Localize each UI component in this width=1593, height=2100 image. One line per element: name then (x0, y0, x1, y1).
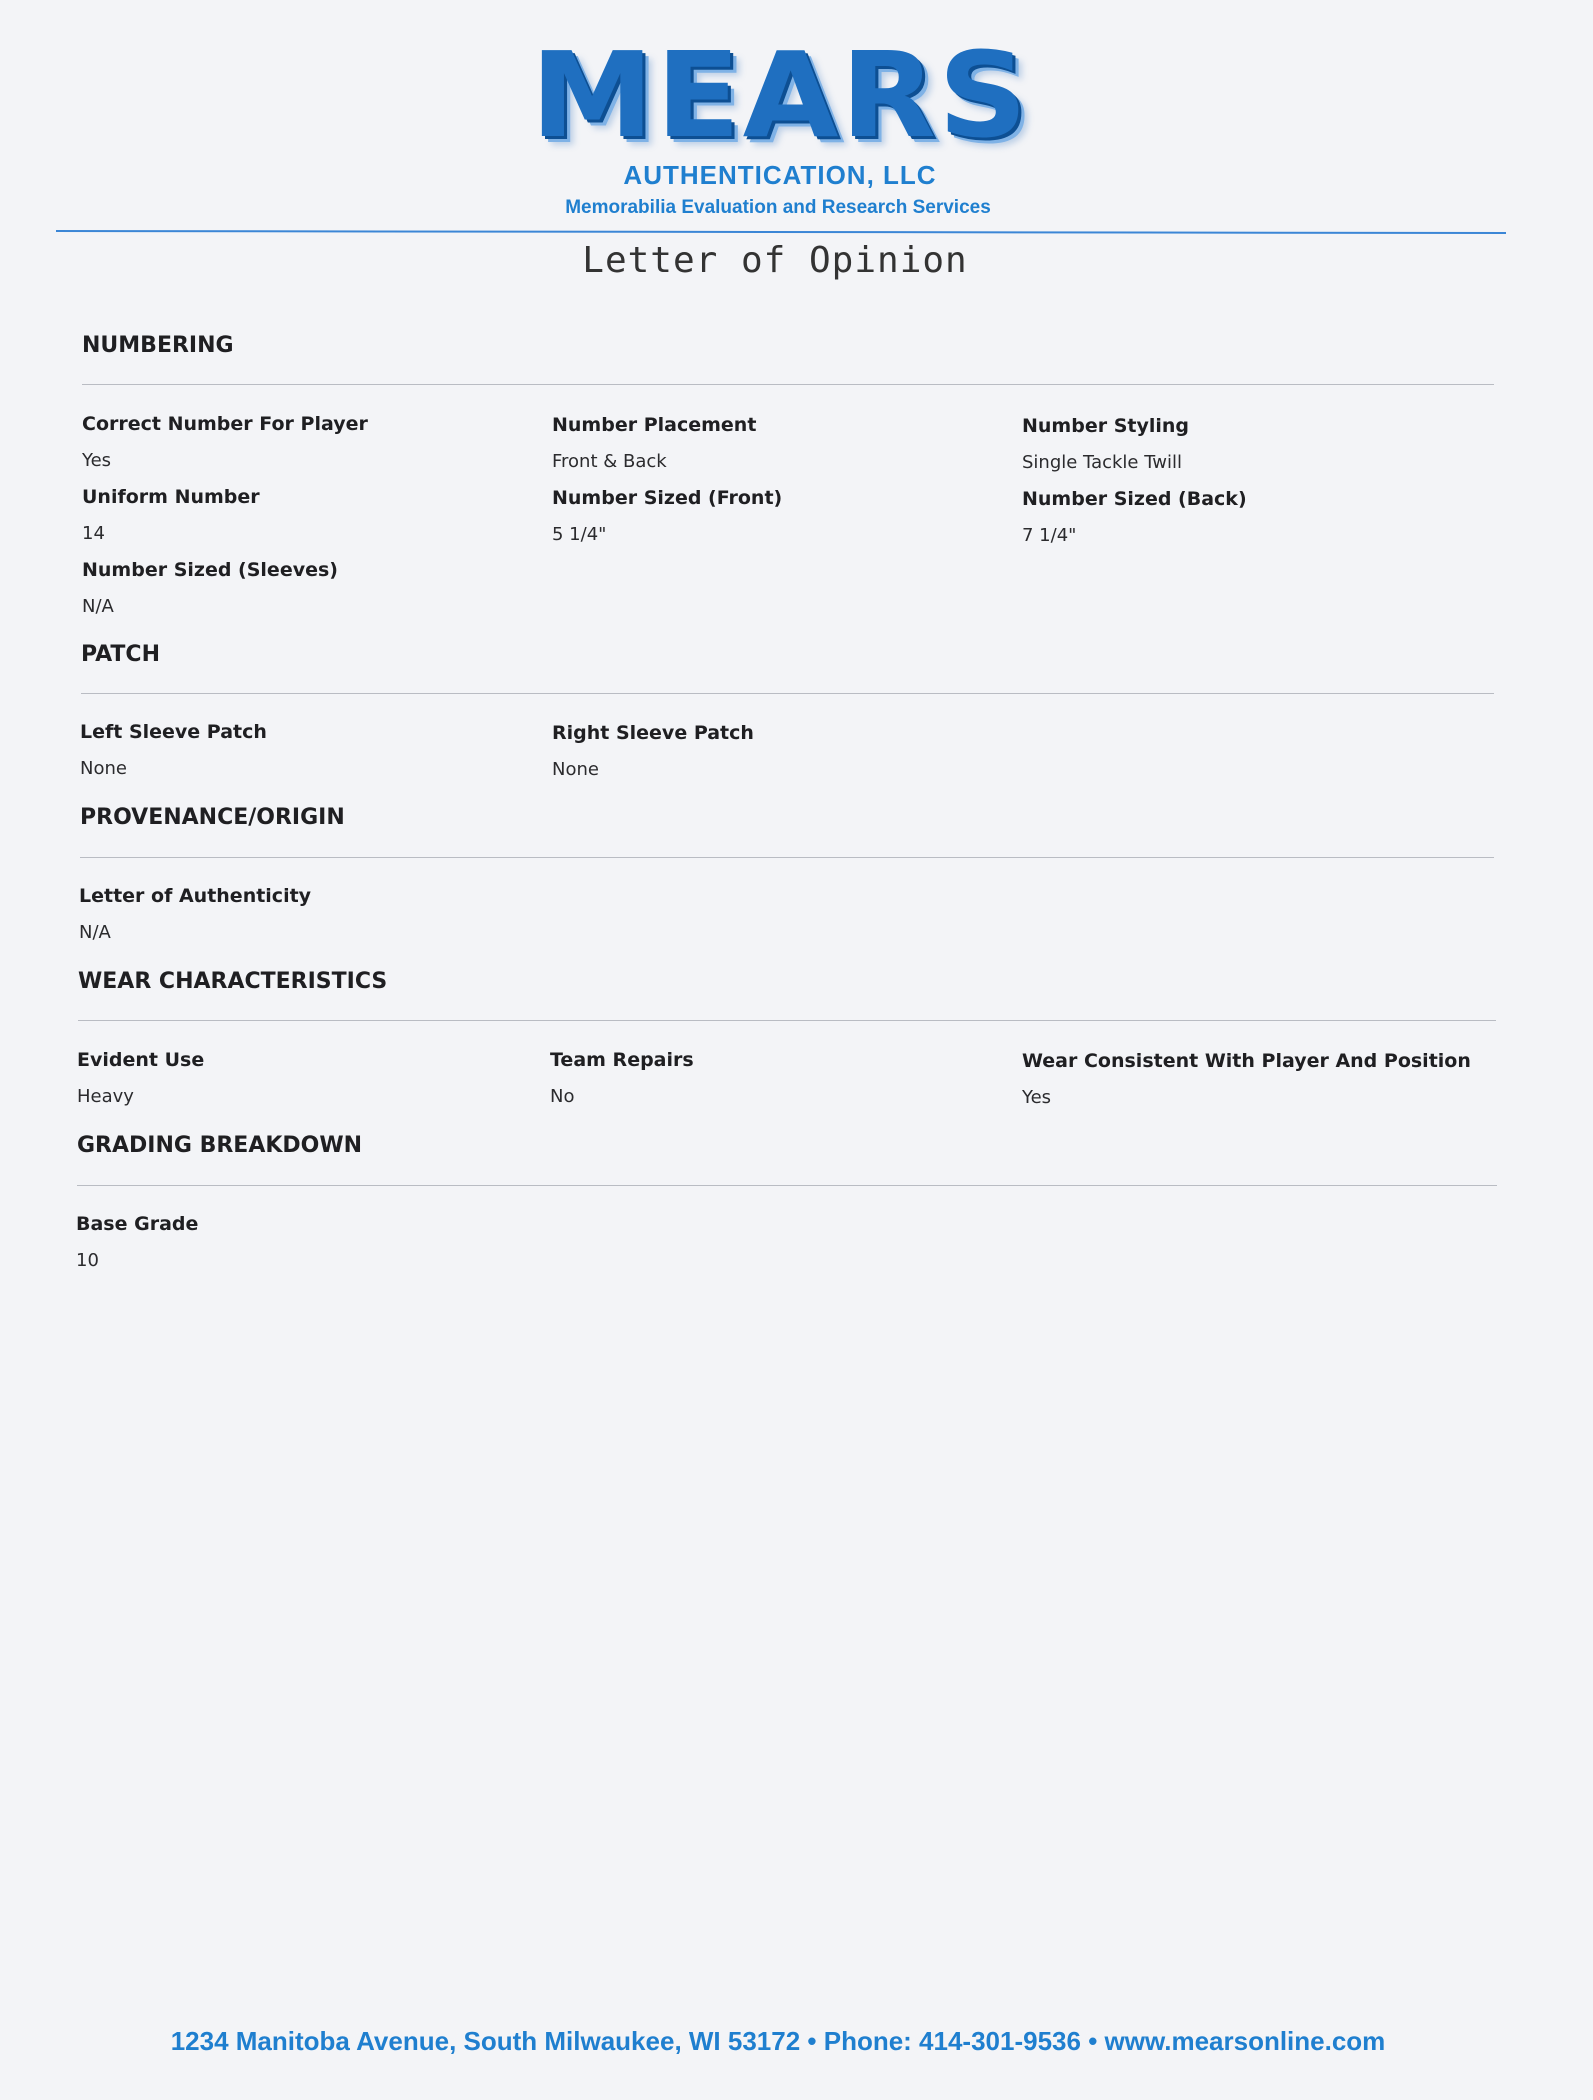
value-number-sized-sleeves: N/A (82, 596, 114, 617)
label-letter-of-authenticity: Letter of Authenticity (79, 885, 312, 907)
label-correct-number: Correct Number For Player (82, 413, 368, 435)
value-number-styling: Single Tackle Twill (1022, 452, 1182, 473)
section-divider (78, 1020, 1496, 1021)
value-number-placement: Front & Back (552, 451, 667, 472)
section-divider (81, 693, 1494, 694)
section-divider (80, 857, 1494, 858)
label-number-styling: Number Styling (1022, 415, 1190, 437)
label-evident-use: Evident Use (77, 1049, 205, 1071)
label-number-sized-back: Number Sized (Back) (1022, 488, 1247, 510)
label-number-sized-sleeves: Number Sized (Sleeves) (82, 559, 338, 581)
value-base-grade: 10 (76, 1250, 99, 1271)
label-number-sized-front: Number Sized (Front) (552, 487, 783, 509)
section-title-patch: PATCH (81, 642, 160, 667)
value-number-sized-back: 7 1/4" (1022, 525, 1077, 546)
company-tagline: Memorabilia Evaluation and Research Services (565, 197, 991, 218)
value-wear-consistent: Yes (1022, 1087, 1052, 1108)
label-base-grade: Base Grade (76, 1213, 199, 1235)
section-title-numbering: NUMBERING (82, 333, 234, 358)
value-evident-use: Heavy (77, 1086, 134, 1107)
section-title-wear: WEAR CHARACTERISTICS (78, 969, 388, 994)
label-right-sleeve-patch: Right Sleeve Patch (552, 722, 754, 744)
value-uniform-number: 14 (82, 523, 105, 544)
value-right-sleeve-patch: None (552, 759, 599, 780)
label-team-repairs: Team Repairs (550, 1049, 694, 1071)
label-left-sleeve-patch: Left Sleeve Patch (80, 721, 267, 743)
mears-logo (520, 26, 1040, 164)
section-divider (82, 384, 1494, 385)
label-uniform-number: Uniform Number (82, 486, 260, 508)
label-number-placement: Number Placement (552, 414, 757, 436)
section-divider (77, 1185, 1497, 1186)
value-team-repairs: No (550, 1086, 575, 1107)
company-name: AUTHENTICATION, LLC (623, 160, 937, 190)
logo-text: MEARS (530, 26, 1030, 164)
section-title-provenance: PROVENANCE/ORIGIN (80, 805, 345, 830)
value-letter-of-authenticity: N/A (79, 922, 111, 943)
header-divider (56, 230, 1506, 234)
value-number-sized-front: 5 1/4" (552, 524, 607, 545)
label-wear-consistent: Wear Consistent With Player And Position (1022, 1050, 1471, 1072)
value-left-sleeve-patch: None (80, 758, 127, 779)
value-correct-number: Yes (82, 450, 112, 471)
section-title-grading: GRADING BREAKDOWN (77, 1133, 363, 1158)
document-title: Letter of Opinion (582, 240, 968, 281)
footer-contact: 1234 Manitoba Avenue, South Milwaukee, WI 53172 • Phone: 414-301-9536 • www.mearsonline.com (170, 2026, 1386, 2056)
